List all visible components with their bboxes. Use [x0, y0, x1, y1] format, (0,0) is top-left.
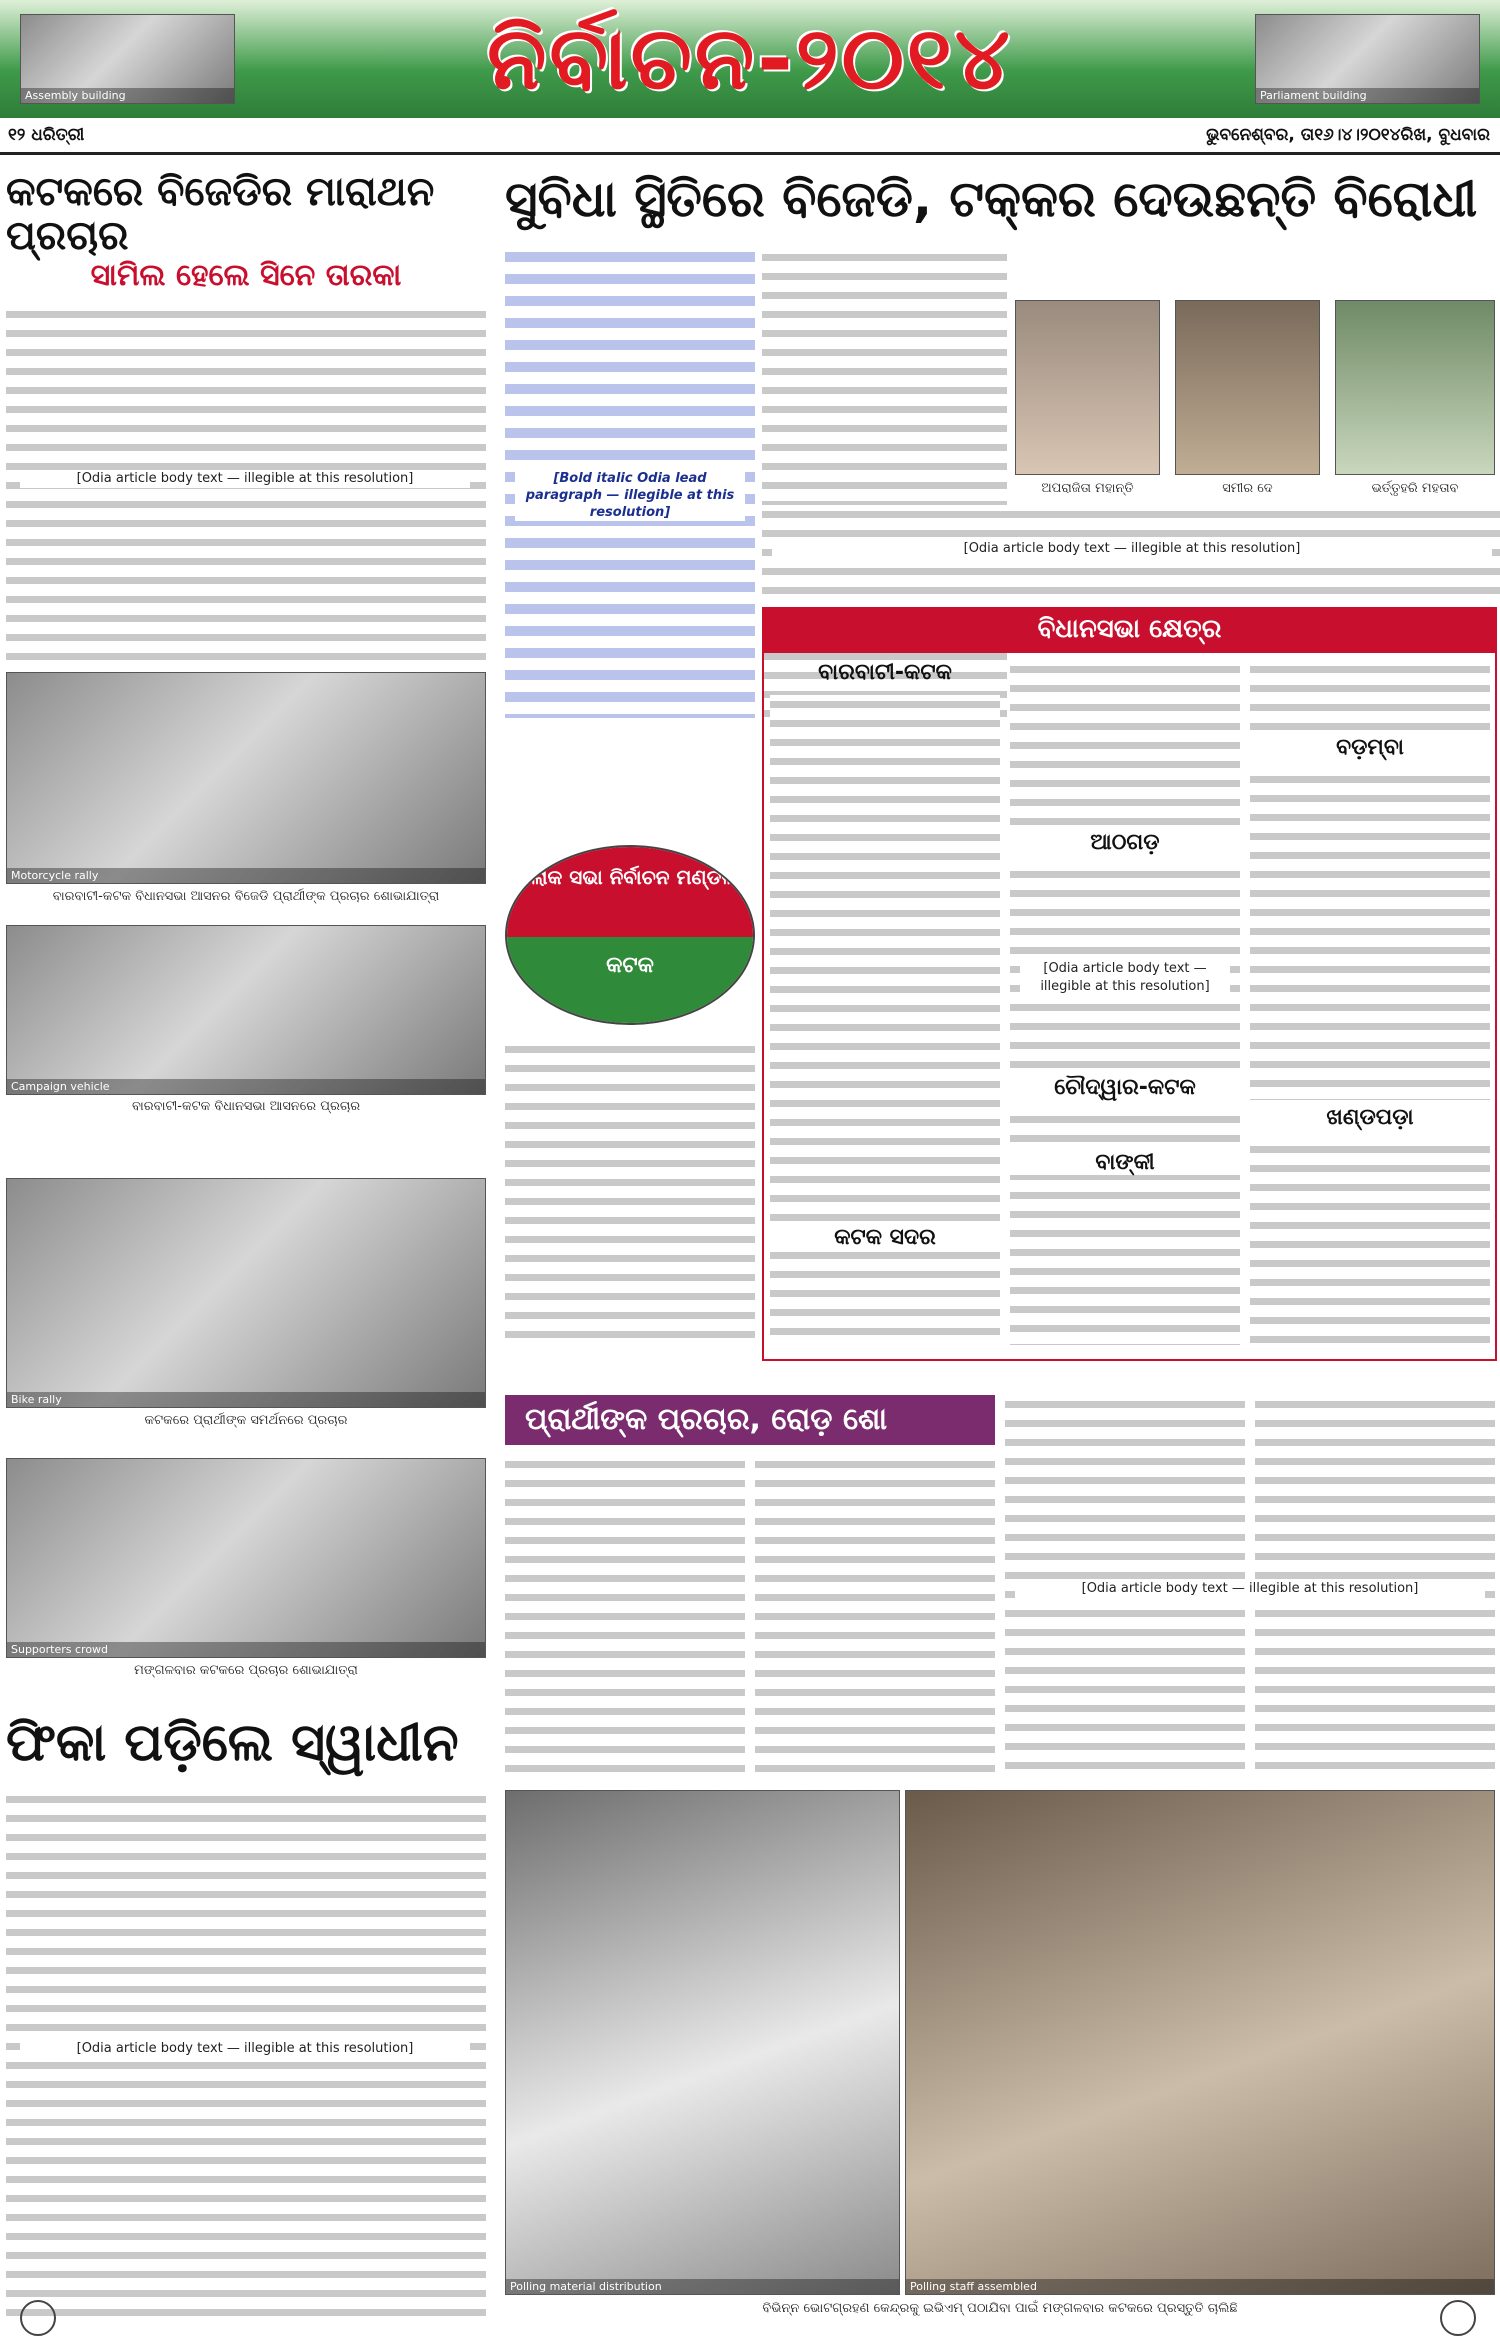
polling-photo-1: Polling material distribution — [505, 1790, 900, 2295]
masthead-rule — [0, 152, 1500, 155]
page-label: ୧୨ ଧରିତ୍ରୀ — [8, 125, 85, 145]
candidate-photo — [1335, 300, 1495, 475]
section-head-badamba: ବଡ଼ମ୍ବା — [1250, 735, 1490, 760]
main-story-body-col1b — [505, 1040, 755, 1350]
section-head-khandapada: ଖଣ୍ଡପଡ଼ା — [1250, 1105, 1490, 1130]
rally-photo-3: Bike rally — [6, 1178, 486, 1408]
photo-caption: ମଙ୍ଗଳବାର କଟକରେ ପ୍ରଚାର ଶୋଭାଯାତ୍ରା — [134, 1663, 358, 1678]
left-story-body-note: [Odia article body text — illegible at this resolution] — [20, 470, 470, 488]
assembly-body-note: [Odia article body text — illegible at this resolution] — [1020, 960, 1230, 996]
roadshow-body-col1 — [505, 1455, 745, 1775]
candidate-photo — [1175, 300, 1320, 475]
assembly-body-col3 — [1250, 660, 1490, 730]
assembly-building-photo — [20, 14, 235, 104]
candidate-photo — [1015, 300, 1160, 475]
masthead-title: ନିର୍ବାଚନ-୨୦୧୪ — [487, 9, 1013, 109]
date-line: ଭୁବନେଶ୍ବର, ତା୧୬।୪।୨୦୧୪ରିଖ, ବୁଧବାର — [1206, 125, 1490, 145]
second-story-headline: ଫିକା ପଡ଼ିଲେ ସ୍ୱାଧୀନ — [6, 1713, 459, 1773]
roadshow-body-col2 — [755, 1455, 995, 1775]
roadshow-header: ପ୍ରାର୍ଥୀଙ୍କ ପ୍ରଚାର, ରୋଡ଼ ଶୋ — [505, 1395, 995, 1445]
roadshow-body-note: [Odia article body text — illegible at this resolution] — [1015, 1580, 1485, 1598]
assembly-body-col3c — [1250, 1140, 1490, 1345]
assembly-body-col2 — [1010, 660, 1240, 825]
photo-caption: ବାରବାଟୀ-କଟକ ବିଧାନସଭା ଆସନରେ ପ୍ରଚାର — [131, 1099, 361, 1114]
parliament-building-photo — [1255, 14, 1480, 104]
section-head-barabati: ବାରବାଟୀ-କଟକ — [818, 660, 952, 685]
polling-photo-2: Polling staff assembled — [905, 1790, 1495, 2295]
assembly-body-col3b — [1250, 770, 1490, 1100]
candidate-name: ସମୀର ଦେ — [1222, 481, 1273, 496]
photo-label: Parliament building — [1256, 88, 1479, 103]
section-head-choudwar: ଚୌଦ୍ୱାର-କଟକ — [1010, 1075, 1240, 1100]
badge-title: ଲୋକ ସଭା ନିର୍ବାଚନ ମଣ୍ଡଳୀ — [507, 847, 753, 937]
photo-caption: କଟକରେ ପ୍ରାର୍ଥୀଙ୍କ ସମର୍ଥନରେ ପ୍ରଚାର — [144, 1413, 348, 1428]
rally-photo-4: Supporters crowd — [6, 1458, 486, 1658]
assembly-header: ବିଧାନସଭା କ୍ଷେତ୍ର — [762, 607, 1497, 651]
rally-photo-1: Motorcycle rally — [6, 672, 486, 884]
main-headline: ସୁବିଧା ସ୍ଥିତିରେ ବିଜେଡି, ଟକ୍କର ଦେଉଛନ୍ତି ବିରୋଧୀ — [505, 170, 1478, 228]
section-head-cuttack-sadar: କଟକ ସଦର — [770, 1225, 1000, 1250]
main-lead-note: [Bold italic Odia lead paragraph — illegible at this resolution] — [515, 470, 745, 521]
section-head-athagarh: ଆଠଗଡ଼ — [1010, 830, 1240, 855]
registration-mark — [1440, 2300, 1476, 2336]
second-story-body-note: [Odia article body text — illegible at this resolution] — [20, 2040, 470, 2058]
candidate-name: ଭର୍ତ୍ତୃହରି ମହତାବ — [1371, 481, 1459, 496]
main-story-body-note: [Odia article body text — illegible at this resolution] — [772, 540, 1492, 558]
badge-name: କଟକ — [507, 937, 753, 1025]
photo-caption: ବାରବାଟୀ-କଟକ ବିଧାନସଭା ଆସନର ବିଜେଡି ପ୍ରାର୍ଥୀଙ୍କ ପ୍ରଚାର ଶୋଭାଯାତ୍ରା — [52, 889, 440, 904]
section-head-banki: ବାଙ୍କୀ — [1010, 1150, 1240, 1175]
registration-mark — [20, 2300, 56, 2336]
left-story-headline: କଟକରେ ବିଜେଡିର ମାରାଥନ ପ୍ରଚାର — [6, 169, 435, 259]
photo-label: Assembly building — [21, 88, 234, 103]
constituency-badge — [505, 845, 755, 1025]
bottom-photo-caption: ବିଭିନ୍ନ ଭୋଟଗ୍ରହଣ କେନ୍ଦ୍ରକୁ ଇଭିଏମ୍ ପଠାଯିବା ପାଇଁ ମଙ୍ଗଳବାର କଟକରେ ପ୍ରସ୍ତୁତି ଚାଲିଛି — [762, 2301, 1238, 2316]
assembly-body-col2c — [1010, 1110, 1240, 1345]
candidate-name: ଅପରାଜିତା ମହାନ୍ତି — [1041, 481, 1134, 496]
left-story-subhead: ସାମିଲ ହେଲେ ସିନେ ତାରକା — [90, 258, 402, 293]
rally-photo-2: Campaign vehicle — [6, 925, 486, 1095]
